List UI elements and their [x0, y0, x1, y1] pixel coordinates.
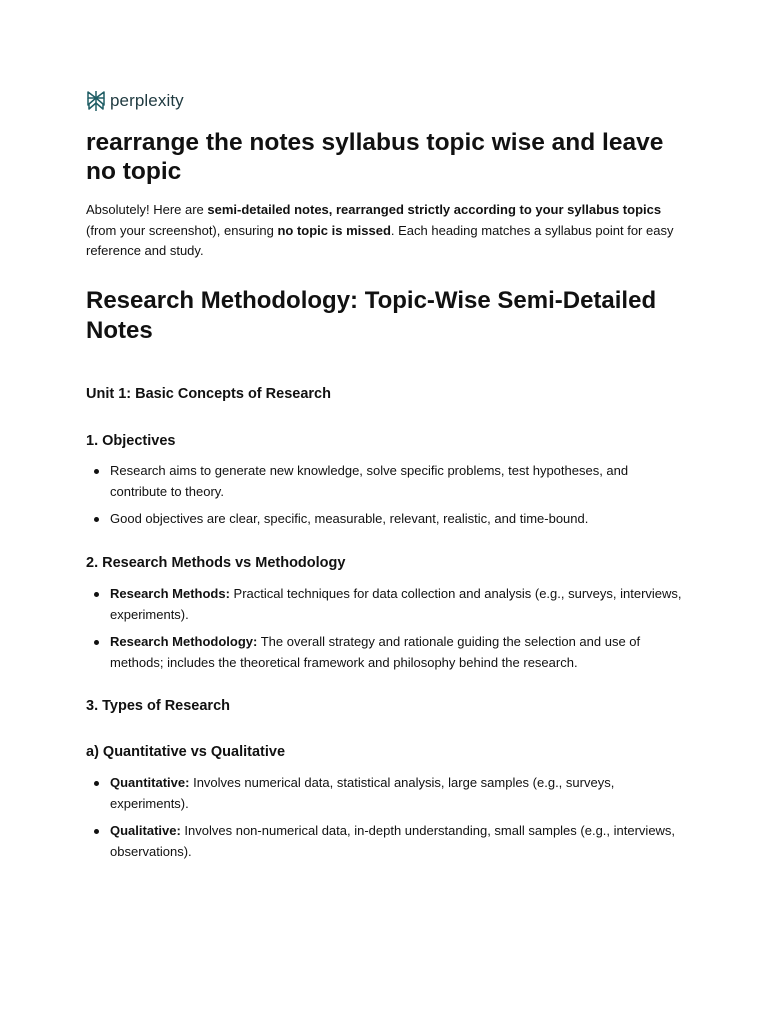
term-label: Quantitative: — [110, 775, 190, 790]
perplexity-logo-icon — [86, 90, 106, 112]
brand-name: perplexity — [110, 91, 184, 110]
unit-heading: Unit 1: Basic Concepts of Research — [86, 386, 331, 402]
intro-bold-1: semi-detailed notes, rearranged strictly according to your syllabus topics — [207, 202, 662, 217]
methods-heading: 2. Research Methods vs Methodology — [86, 555, 346, 571]
types-heading: 3. Types of Research — [86, 698, 230, 714]
quant-qual-heading: a) Quantitative vs Qualitative — [86, 744, 286, 760]
intro-text-1: Absolutely! Here are — [86, 202, 208, 217]
list-item — [86, 632, 686, 673]
term-label: Qualitative: — [110, 823, 181, 838]
intro-paragraph — [86, 200, 676, 262]
brand-logo — [86, 90, 184, 112]
main-title: Research Methodology: Topic-Wise Semi-Detailed Notes — [86, 287, 657, 344]
list-item — [86, 773, 686, 814]
list-item: Research aims to generate new knowledge, solve specific problems, test hypotheses, and contribute to theory. — [86, 461, 686, 502]
term-text: Involves numerical data, statistical analysis, large samples (e.g., surveys, experiments). — [110, 775, 615, 811]
methods-list — [86, 584, 686, 680]
objectives-heading: 1. Objectives — [86, 433, 176, 449]
term-label: Research Methodology: — [110, 634, 258, 649]
intro-text-2: (from your screenshot), ensuring — [86, 222, 278, 238]
list-item: Good objectives are clear, specific, measurable, relevant, realistic, and time-bound. — [86, 509, 686, 530]
term-text: The overall strategy and rationale guiding the selection and use of methods; includes the theoretical framework and philosophy behind the research. — [110, 634, 641, 670]
objectives-list — [86, 461, 686, 537]
term-label: Research Methods: — [110, 586, 230, 601]
intro-bold-2: no topic is missed — [277, 222, 391, 238]
intro-text-3: . Each heading matches a syllabus point for easy reference and study. — [86, 222, 674, 258]
term-text: Practical techniques for data collection and analysis (e.g., surveys, interviews, experiments). — [110, 586, 682, 622]
list-item — [86, 584, 686, 625]
list-item — [86, 821, 686, 862]
question-title: rearrange the notes syllabus topic wise and leave no topic — [86, 129, 664, 185]
term-text: Involves non-numerical data, in-depth understanding, small samples (e.g., interviews, observations). — [110, 823, 676, 859]
quant-qual-list — [86, 773, 686, 869]
